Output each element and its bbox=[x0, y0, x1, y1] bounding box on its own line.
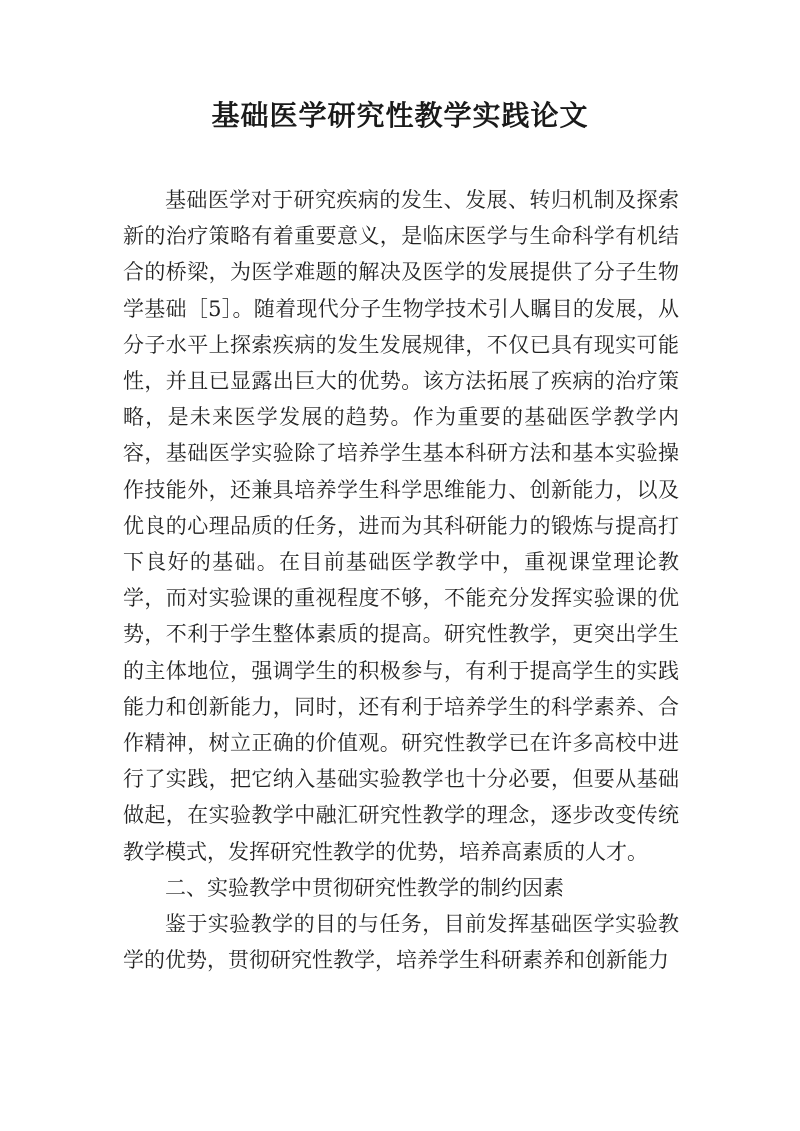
section-heading: 二、实验教学中贯彻研究性教学的制约因素 bbox=[165, 875, 564, 900]
paragraph-section-two: 鉴于实验教学的目的与任务，目前发挥基础医学实验教学的优势，贯彻研究性教学，培养学生科研素养和创新能力 bbox=[123, 912, 679, 973]
paragraph-intro: 基础医学对于研究疾病的发生、发展、转归机制及探索新的治疗策略有着重要意义，是临床医学与生命科学有机结合的桥梁，为医学难题的解决及医学的发展提供了分子生物学基础［5］。随着现代分子生物学技术引人瞩目的发展，从分子水平上探索疾病的发生发展规律，不仅已具有现实可能性，并且已显露出巨大的优势。该方法拓展了疾病的治疗策略，是未来医学发展的趋势。作为重要的基础医学教学内容，基础医学实验除了培养学生基本科研方法和基本实验操作技能外，还兼具培养学生科学思维能力、创新能力，以及优良的心理品质的任务，进而为其科研能力的锻炼与提高打下良好的基础。在目前基础医学教学中，重视课堂理论教学，而对实验课的重视程度不够，不能充分发挥实验课的优势，不利于学生整体素质的提高。研究性教学，更突出学生的主体地位，强调学生的积极参与，有利于提高学生的实践能力和创新能力，同时，还有利于培养学生的科学素养、合作精神，树立正确的价值观。研究性教学已在许多高校中进行了实践，把它纳入基础实验教学也十分必要，但要从基础做起，在实验教学中融汇研究性教学的理念，逐步改变传统教学模式，发挥研究性教学的优势，培养高素质的人才。 bbox=[123, 188, 679, 864]
document-body bbox=[123, 182, 679, 978]
document-title: 基础医学研究性教学实践论文 bbox=[211, 99, 589, 132]
